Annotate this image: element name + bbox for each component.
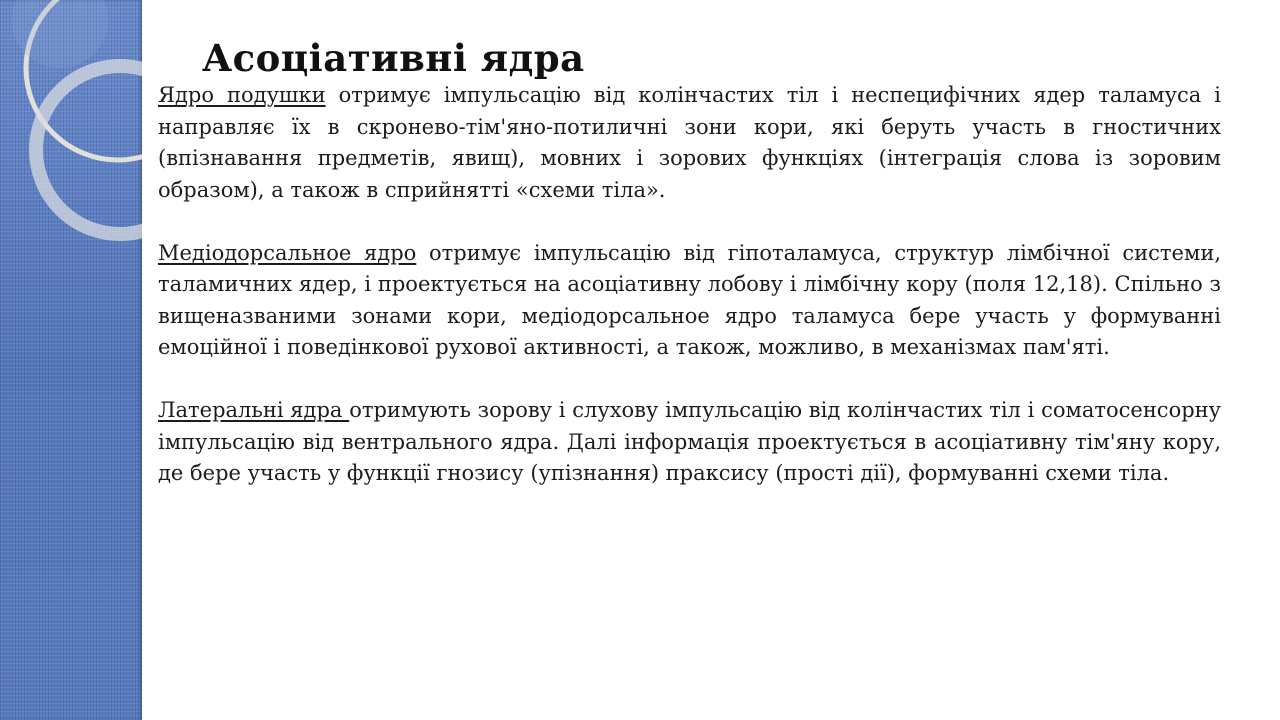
term-lateral-nuclei: Латеральні ядра — [158, 398, 350, 422]
paragraph-mediodorsal — [158, 238, 1221, 364]
slide-title: Асоціативні ядра — [202, 36, 585, 80]
paragraph-lateral-text: отримують зорову і слухову імпульсацію від колінчастих тіл і соматосенсорну імпульсацію від вентрального ядра. Далі інформація проектується в асоціативну тім'яну кору, де бере участь у функції гнозису (упізнання) праксису (прості дії), формуванні схеми тіла. — [158, 398, 1222, 485]
decorative-side-panel — [0, 0, 142, 720]
slide-content — [158, 36, 1221, 490]
term-mediodorsal-nucleus: Медіодорсальное ядро — [158, 240, 417, 265]
medium-ring-shape — [36, 66, 142, 234]
term-pulvinar-nucleus: Ядро подушки — [158, 83, 326, 107]
paragraph-mediodorsal-text: отримує імпульсацію від гіпоталамуса, структур лімбічної системи, таламичних ядер, і проектується на асоціативну лобову і лімбічну кору (поля 12,18). Спільно з вищеназваними зонами кори, медіодорсальное ядро таламуса бере участь у формуванні емоційної і поведінкової рухової активності, а також, можливо, в механізмах пам'яті. — [158, 240, 1221, 359]
paragraph-pulvinar-text: отримує імпульсацію від колінчастих тіл і неспецифічних ядер таламуса і направляє їх в скронево-тім'яно-потиличні зони кори, які беруть участь в гностичних (впізнавання предметів, явищ), мовних і зорових функціях (інтеграція слова із зоровим образом), а також в сприйнятті «схеми тіла». — [158, 83, 1221, 202]
paragraph-pulvinar — [158, 80, 1221, 206]
paragraph-lateral — [158, 395, 1221, 490]
decorative-rings-graphic — [0, 0, 142, 720]
